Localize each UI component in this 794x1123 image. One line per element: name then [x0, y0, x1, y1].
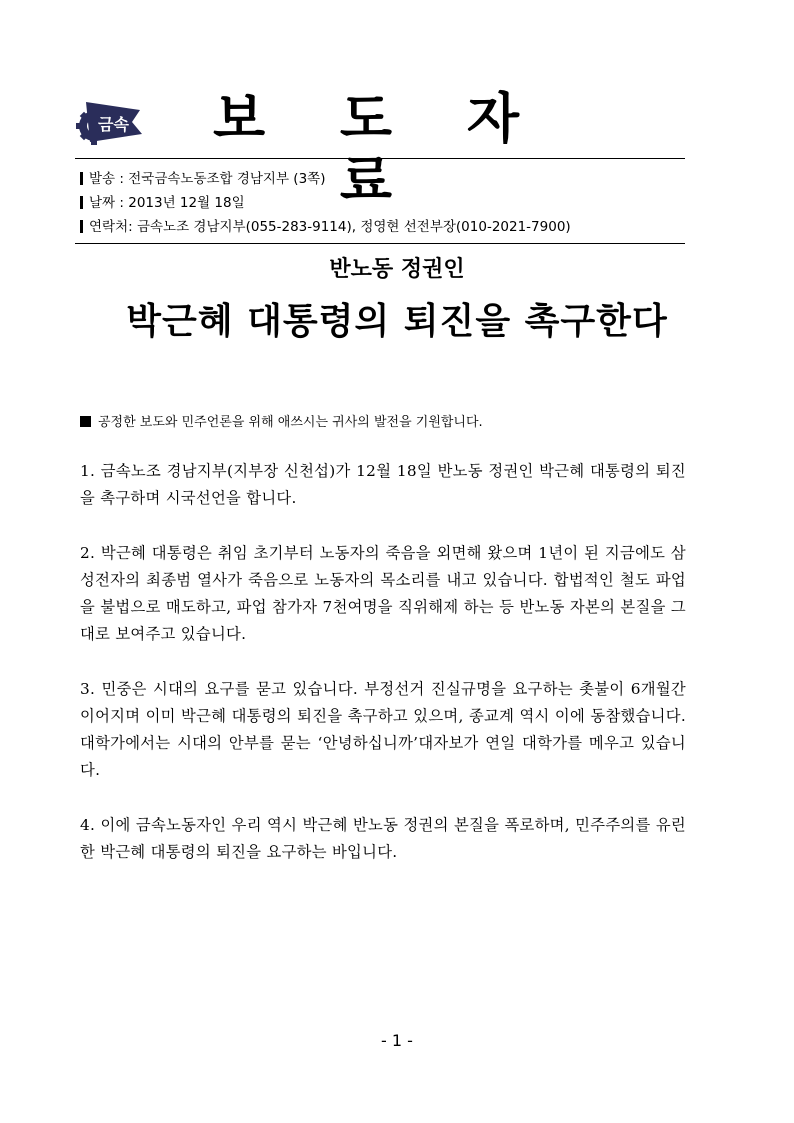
- meta-sender: 발송 : 전국금속노동조합 경남지부 (3쪽): [80, 168, 571, 192]
- notice-text: 공정한 보도와 민주언론을 위해 애쓰시는 귀사의 발전을 기원합니다.: [98, 415, 483, 430]
- page-number: - 1 -: [381, 1031, 413, 1050]
- paragraph-1: 1. 금속노조 경남지부(지부장 신천섭)가 12월 18일 반노동 정권인 박근혜 대통령의 퇴진을 촉구하며 시국선언을 합니다.: [80, 462, 686, 507]
- subtitle: 반노동 정권인: [329, 257, 465, 282]
- paragraph-3: 3. 민중은 시대의 요구를 묻고 있습니다. 부정선거 진실규명을 요구하는 촛불이 6개월간 이어지며 이미 박근혜 대통령의 퇴진을 촉구하고 있으며, 종교계 역시 이에 동참했습니다. 대학가에서는 시대의 안부를 묻는 ‘안녕하십니까’대자보가 연일 대학가를 메우고 있습니다.: [80, 680, 686, 779]
- meta-date-value: 2013년 12월 18일: [128, 195, 245, 211]
- bullet-bar-icon: [80, 172, 83, 185]
- bullet-bar-icon: [80, 220, 83, 233]
- svg-text:금속: 금속: [98, 115, 129, 134]
- union-logo: [76, 96, 146, 154]
- notice-line: [80, 412, 483, 434]
- meta-sender-label: 발송: [89, 171, 116, 187]
- meta-contact: 연락처: 금속노조 경남지부(055-283-9114), 정영현 선전부장(010-2021-7900): [80, 216, 571, 240]
- body-text: [80, 458, 686, 894]
- paragraph-4: 4. 이에 금속노동자인 우리 역시 박근혜 반노동 정권의 본질을 폭로하며, 민주주의를 유린한 박근혜 대통령의 퇴진을 요구하는 바입니다.: [80, 816, 686, 861]
- paragraph-2: 2. 박근혜 대통령은 취임 초기부터 노동자의 죽음을 외면해 왔으며 1년이 된 지금에도 삼성전자의 최종범 열사가 죽음으로 노동자의 목소리를 내고 있습니다. 합법적인 철도 파업을 불법으로 매도하고, 파업 참가자 7천여명을 직위해제 하는 등 반노동 자본의 본질을 그대로 보여주고 있습니다.: [80, 544, 686, 643]
- top-divider: [75, 158, 685, 159]
- meta-sender-value: 전국금속노동조합 경남지부 (3쪽): [128, 171, 326, 187]
- document-title: 보 도 자 료: [212, 87, 548, 212]
- meta-contact-value: 금속노조 경남지부(055-283-9114), 정영현 선전부장(010-2021-7900): [136, 219, 571, 235]
- meta-contact-label: 연락처: [89, 219, 129, 235]
- bullet-bar-icon: [80, 196, 83, 209]
- square-bullet-icon: [80, 416, 91, 427]
- meta-divider: [75, 243, 685, 244]
- meta-info: [80, 168, 571, 240]
- meta-date-label: 날짜: [89, 195, 116, 211]
- headline: 박근혜 대통령의 퇴진을 촉구한다: [126, 301, 668, 342]
- meta-date: 날짜 : 2013년 12월 18일: [80, 192, 571, 216]
